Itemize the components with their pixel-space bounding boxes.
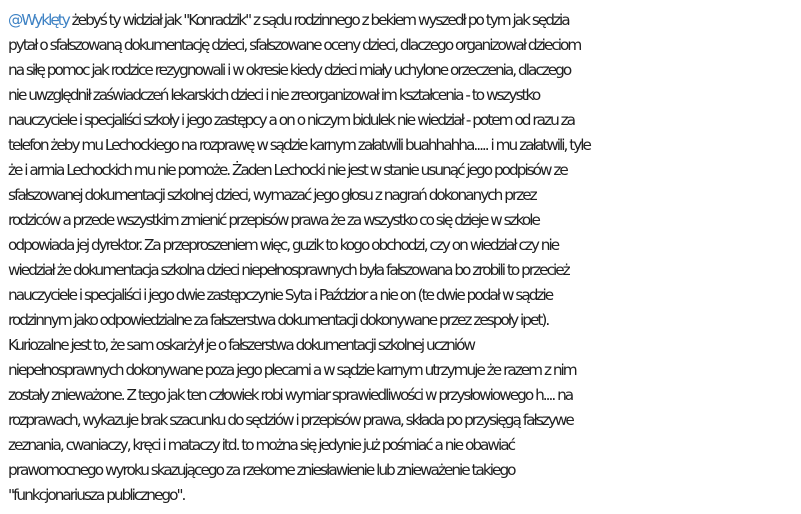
user-mention-link[interactable]: @Wyklęty: [8, 11, 69, 29]
comment-line: wiedział że dokumentacja szkolna dzieci niepełnosprawnych była fałszowana bo zrobili to przecież: [8, 261, 569, 279]
comment-line: Kuriozalne jest to, że sam oskarżył je o fałszerstwa dokumentacji szkolnej uczniów: [8, 336, 474, 354]
comment-line: prawomocnego wyroku skazującego za rzekome zniesławienie lub znieważenie takiego: [8, 461, 515, 479]
comment-line: na siłę pomoc jak rodzice rezygnowali i w okresie kiedy dzieci miały uchylone orzeczenia, dlaczego: [8, 61, 571, 79]
comment-line: nie uwzględnił zaświadczeń lekarskich dzieci i nie zreorganizował im kształcenia - to wszystko: [8, 86, 540, 104]
comment-line: "funkcjonariusza publicznego".: [8, 486, 185, 504]
comment-line: [8, 8, 798, 33]
comment-line: nauczyciele i specjaliści i jego dwie zastępczynie Syta i Paździor a nie on (te dwie podał w sądzie: [8, 286, 553, 304]
comment-line: że i armia Lechockich mu nie pomoże. Żaden Lechocki nie jest w stanie usunąć jego podpisów ze: [8, 161, 567, 179]
comment-line: rodzinnym jako odpowiedzialne za fałszerstwa dokumentacji dokonywane przez zespoły ipet).: [8, 311, 549, 329]
comment-line: nauczyciele i specjaliści szkoły i jego zastępcy a on o niczym bidulek nie wiedział - potem od razu za: [8, 111, 575, 129]
comment-line: zostały znieważone. Z tego jak ten człowiek robi wymiar sprawiedliwości w przysłowiowego h.... na: [8, 386, 573, 404]
comment-line: sfałszowanej dokumentacji szkolnej dzieci, wymazać jego głosu z nagrań dokonanych przez: [8, 186, 536, 204]
comment-body: [8, 8, 798, 508]
comment-line: telefon żeby mu Lechockiego na rozprawę w sądzie karnym załatwili buahhahha..... i mu załatwili, tyle: [8, 136, 590, 154]
comment-line: rozprawach, wykazuje brak szacunku do sędziów i przepisów prawa, składa po przysięgą fałszywe: [8, 411, 573, 429]
comment-line: pytał o sfałszowaną dokumentację dzieci, sfałszowane oceny dzieci, dlaczego organizował dzieciom: [8, 36, 581, 54]
comment-line: odpowiada jej dyrektor. Za przeproszeniem więc, guzik to kogo obchodzi, czy on wiedział czy nie: [8, 236, 559, 254]
comment-line: zeznania, cwaniaczy, kręci i mataczy itd. to można się jedynie już pośmiać a nie obawiać: [8, 436, 514, 454]
comment-line: rodziców a przede wszystkim zmienić przepisów prawa że za wszystko co się dzieje w szkole: [8, 211, 539, 229]
comment-line: niepełnosprawnych dokonywane poza jego plecami a w sądzie karnym utrzymuje że razem z nim: [8, 361, 576, 379]
comment-text: żebyś ty widział jak "Konradzik" z sądu rodzinnego z bekiem wyszedł po tym jak sędzia: [68, 11, 569, 29]
